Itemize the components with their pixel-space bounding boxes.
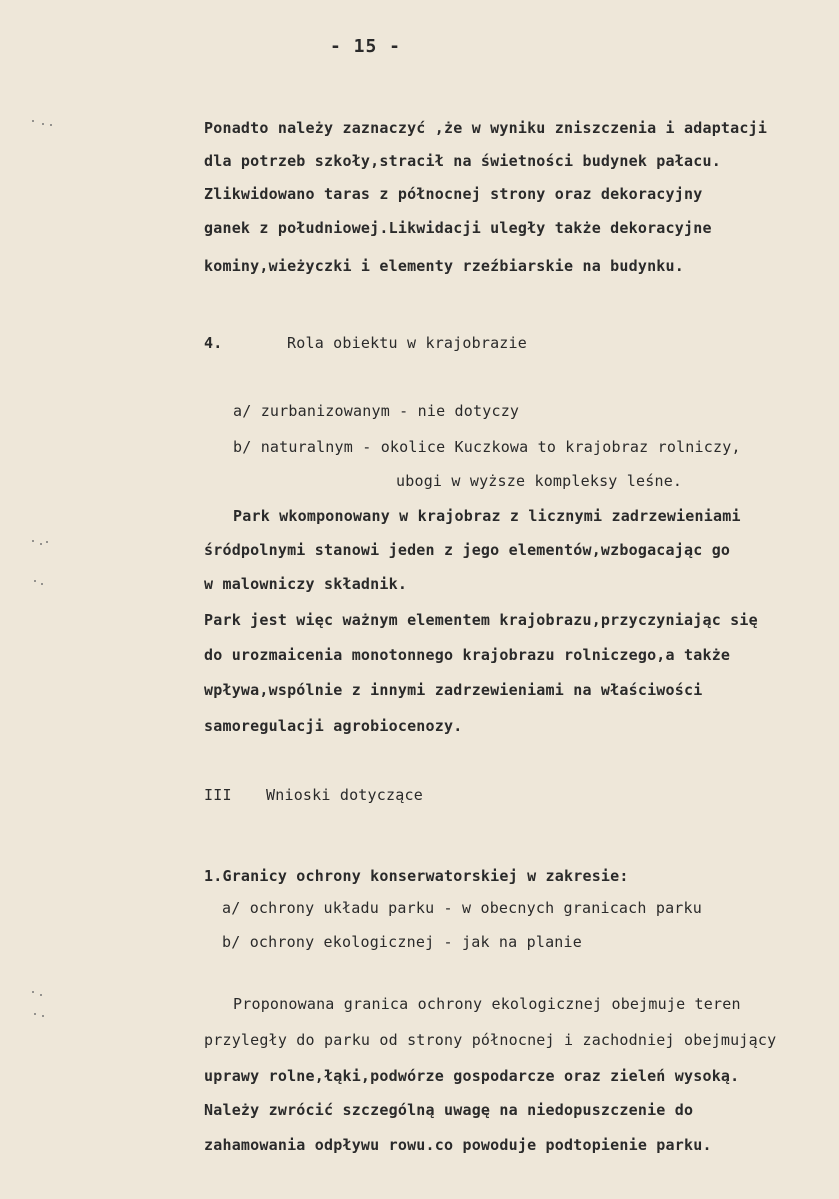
park-line: w malowniczy składnik.	[204, 575, 408, 593]
park-line: wpływa,wspólnie z innymi zadrzewieniami na właściwości	[204, 681, 703, 699]
intro-line: Zlikwidowano taras z północnej strony oraz dekoracyjny	[204, 185, 703, 203]
section-title: Rola obiektu w krajobrazie	[287, 334, 527, 352]
landscape-item: a/ zurbanizowanym - nie dotyczy	[233, 402, 520, 420]
intro-line: dla potrzeb szkoły,stracił na świetności budynek pałacu.	[204, 152, 721, 170]
margin-mark	[32, 990, 54, 998]
page-number: - 15 -	[330, 36, 402, 57]
section-number: 4.	[204, 334, 223, 352]
landscape-item: b/ naturalnym - okolice Kuczkowa to krajobraz rolniczy,	[233, 438, 741, 456]
landscape-item-continuation: ubogi w wyższe kompleksy leśne.	[396, 472, 683, 490]
final-line: zahamowania odpływu rowu.co powoduje podtopienie parku.	[204, 1136, 712, 1154]
conservation-item: b/ ochrony ekologicznej - jak na planie	[222, 933, 582, 951]
intro-line: ganek z południowej.Likwidacji uległy także dekoracyjne	[204, 219, 712, 237]
margin-mark	[32, 118, 54, 126]
park-line: śródpolnymi stanowi jeden z jego elementów,wzbogacając go	[204, 541, 731, 559]
margin-mark	[32, 578, 54, 586]
section-number: III	[204, 786, 232, 804]
conservation-item: a/ ochrony układu parku - w obecnych granicach parku	[222, 899, 702, 917]
final-line: uprawy rolne,łąki,podwórze gospodarcze oraz zieleń wysoką.	[204, 1067, 740, 1085]
intro-line: Ponadto należy zaznaczyć ,że w wyniku zniszczenia i adaptacji	[204, 119, 768, 137]
final-line: Należy zwrócić szczególną uwagę na niedopuszczenie do	[204, 1101, 694, 1119]
margin-mark	[32, 538, 54, 546]
park-line: Park jest więc ważnym elementem krajobrazu,przyczyniając się	[204, 611, 758, 629]
final-line: Proponowana granica ochrony ekologicznej obejmuje teren	[233, 995, 741, 1013]
intro-line: kominy,wieżyczki i elementy rzeźbiarskie na budynku.	[204, 257, 684, 275]
final-line: przyległy do parku od strony północnej i zachodniej obejmujący	[204, 1031, 777, 1049]
conservation-heading: 1.Granicy ochrony konserwatorskiej w zakresie:	[204, 867, 629, 885]
park-line: Park wkomponowany w krajobraz z licznymi zadrzewieniami	[233, 507, 741, 525]
park-line: do urozmaicenia monotonnego krajobrazu rolniczego,a także	[204, 646, 731, 664]
section-title: Wnioski dotyczące	[266, 786, 423, 804]
margin-mark	[32, 1010, 54, 1018]
park-line: samoregulacji agrobiocenozy.	[204, 717, 463, 735]
